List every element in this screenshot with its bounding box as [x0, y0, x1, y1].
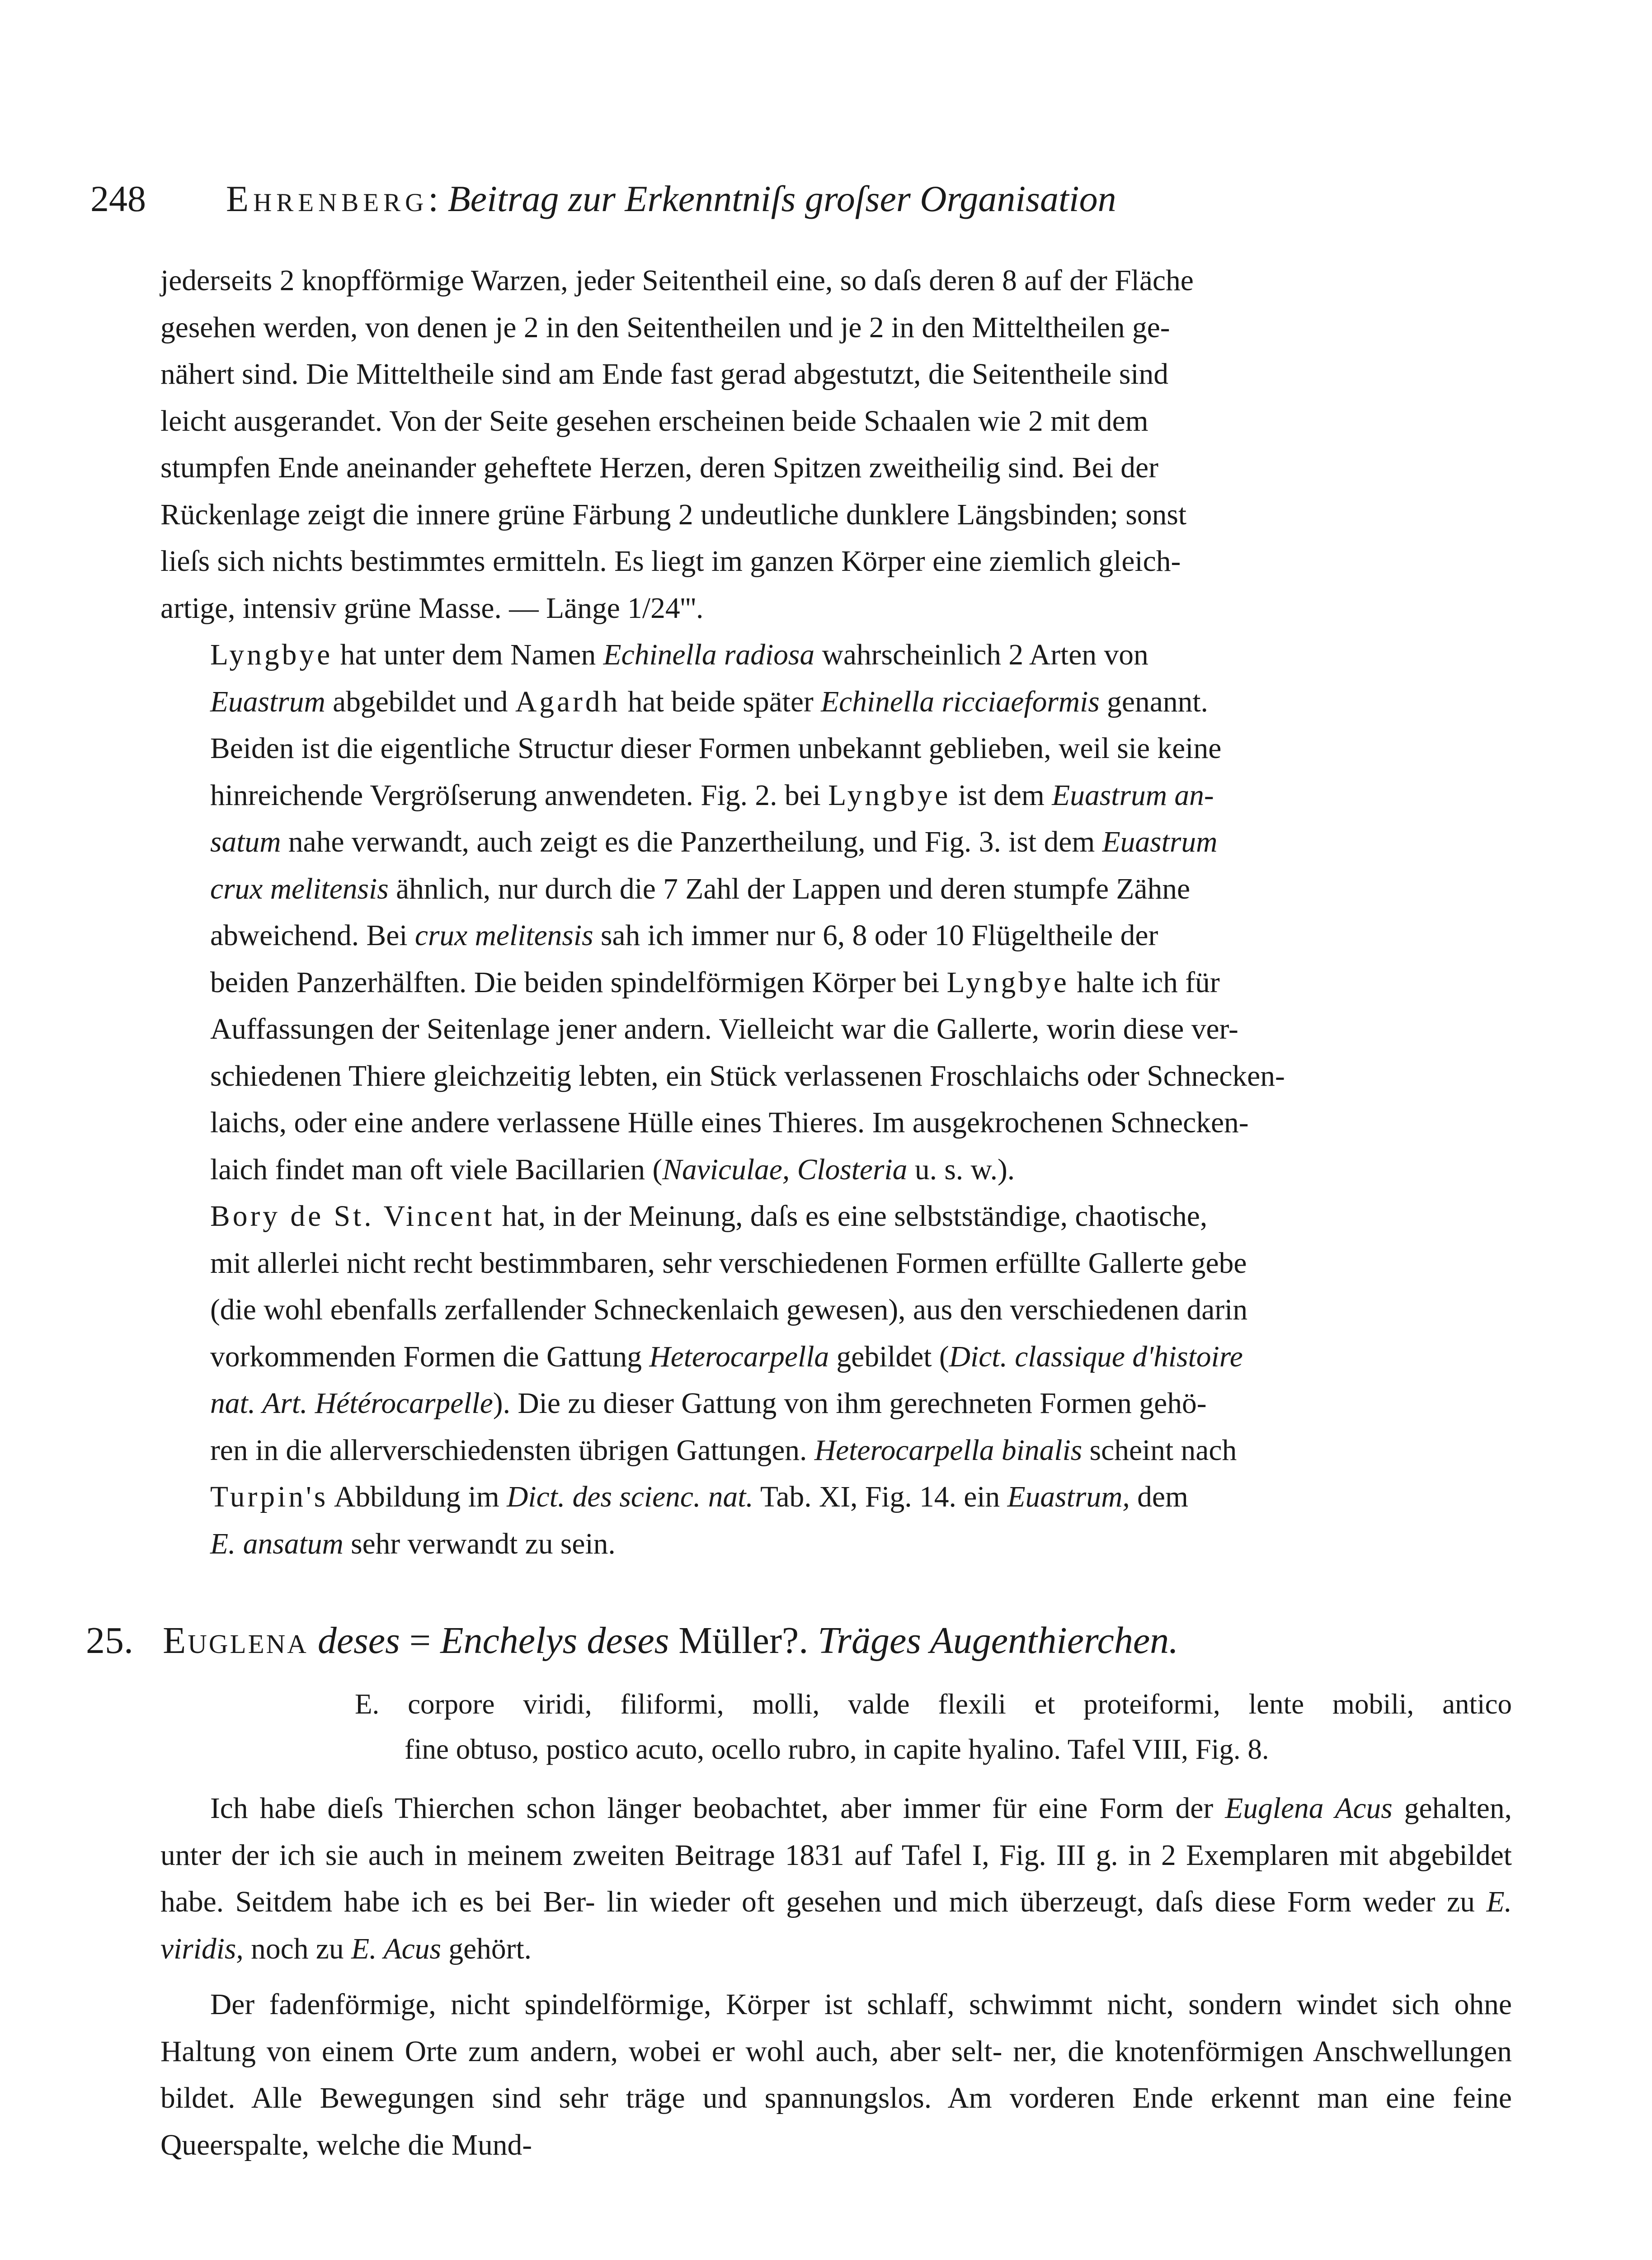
paragraph-4: Ich habe dieſs Thierchen schon länger beobachtet, aber immer für eine Form der Euglena Acus gehalten, unter der ich sie auch in meinem zweiten Beitrage 1831 auf Tafel I, Fig. III g. in 2 Exemplaren mit abgebildet habe. Seitdem habe ich es bei Ber- lin wieder oft gesehen und mich überzeugt, daſs diese Form weder zu E. viridis, noch zu E. Acus gehört. [160, 1792, 1512, 1965]
text-line: gesehen werden, von denen je 2 in den Seitentheilen und je 2 in den Mitteltheilen ge- [160, 311, 1170, 344]
diagnosis-line: E. corpore viridi, filiformi, molli, valde flexili et proteiformi, lente mobili, antico [355, 1688, 1512, 1720]
length-fraction: 1/24'''. [627, 592, 704, 625]
text-line: Rückenlage zeigt die innere grüne Färbung 2 undeutliche dunklere Längsbinden; sonst [160, 498, 1187, 531]
header-separator: : [428, 178, 439, 219]
text-line: jederseits 2 knopfförmige Warzen, jeder Seitentheil eine, so daſs deren 8 auf der Fläche [160, 264, 1194, 297]
synonym-name: Enchelys deses [440, 1620, 669, 1662]
section-number: 25. [86, 1620, 133, 1662]
synonym-author: Müller?. [678, 1620, 809, 1662]
header-title: Beitrag zur Erkenntniſs groſser Organisation [447, 178, 1116, 219]
paragraph-3: Bory de St. Vincent hat, in der Meinung, daſs es eine selbstständige, chaotische, mit allerlei nicht recht bestimmbaren, sehr verschiedenen Formen erfüllte Gallerte gebe (die wohl ebenfalls zerfallender Schneckenlaich gewesen), aus den verschiedenen darin vorkommenden Formen die Gattung Heterocarpella gebildet (Dict. classique d'histoire nat. Art. Hétérocarpelle). Die zu dieser Gattung von ihm gerechneten Formen gehö- ren in die allerverschiedensten übrigen Gattungen. Heterocarpella binalis scheint nach Turpin's Abbildung im Dict. des scienc. nat. Tab. XI, Fig. 14. ein Euastrum, dem E. ansatum sehr verwandt zu sein. [210, 1200, 1248, 1560]
lower-body-text [160, 1785, 1512, 2169]
text-line: stumpfen Ende aneinander geheftete Herzen, deren Spitzen zweitheilig sind. Bei der [160, 452, 1158, 484]
text-line: leicht ausgerandet. Von der Seite gesehen erscheinen beide Schaalen wie 2 mit dem [160, 405, 1148, 438]
diagnosis-line: fine obtuso, postico acuto, ocello rubro, in capite hyalino. Tafel VIII, Fig. 8. [405, 1733, 1269, 1765]
text-line: nähert sind. Die Mitteltheile sind am Ende fast gerad abgestutzt, die Seitentheile sind [160, 358, 1169, 391]
running-header [90, 174, 1510, 237]
text-line: artige, intensiv grüne Masse. — Länge 1/24'''. [160, 592, 704, 625]
header-author: Ehrenberg [226, 178, 428, 219]
species-diagnosis [355, 1681, 1512, 1772]
page-number: 248 [90, 178, 146, 219]
upper-body-text [160, 258, 1512, 1568]
common-name: Träges Augenthierchen. [818, 1620, 1179, 1662]
species-name: deses [317, 1620, 400, 1662]
text-line: lieſs sich nichts bestimmtes ermitteln. Es liegt im ganzen Körper eine ziemlich gleich- [160, 545, 1181, 578]
equals-sign: = [409, 1620, 431, 1662]
paragraph-5: Der fadenförmige, nicht spindelförmige, Körper ist schlaff, schwimmt nicht, sondern windet sich ohne Haltung von einem Orte zum andern, wobei er wohl auch, aber selt- ner, die knotenförmigen Anschwellungen bildet. Alle Bewegungen sind sehr träge und spannungslos. Am vorderen Ende erkennt man eine feine Queerspalte, welche die Mund- [160, 1988, 1512, 2161]
genus-name: Euglena [163, 1620, 308, 1662]
section-heading [86, 1614, 1514, 1668]
paragraph-1 [160, 258, 1512, 632]
paragraph-2: Lyngbye hat unter dem Namen Echinella radiosa wahrscheinlich 2 Arten von Euastrum abgebildet und Agardh hat beide später Echinella ricciaeformis genannt. Beiden ist die eigentliche Structur dieser Formen unbekannt geblieben, weil sie keine hinreichende Vergröſserung anwendeten. Fig. 2. bei Lyngbye ist dem Euastrum an- satum nahe verwandt, auch zeigt es die Panzertheilung, und Fig. 3. ist dem Euastrum crux melitensis ähnlich, nur durch die 7 Zahl der Lappen und deren stumpfe Zähne abweichend. Bei crux melitensis sah ich immer nur 6, 8 oder 10 Flügeltheile der beiden Panzerhälften. Die beiden spindelförmigen Körper bei Lyngbye halte ich für Auffassungen der Seitenlage jener andern. Vielleicht war die Gallerte, worin diese ver- schiedenen Thiere gleichzeitig lebten, ein Stück verlassenen Froschlaichs oder Schnecken- laichs, oder eine andere verlassene Hülle eines Thieres. Im ausgekrochenen Schnecken- laich findet man oft viele Bacillarien (Naviculae, Closteria u. s. w.). [210, 639, 1285, 1186]
